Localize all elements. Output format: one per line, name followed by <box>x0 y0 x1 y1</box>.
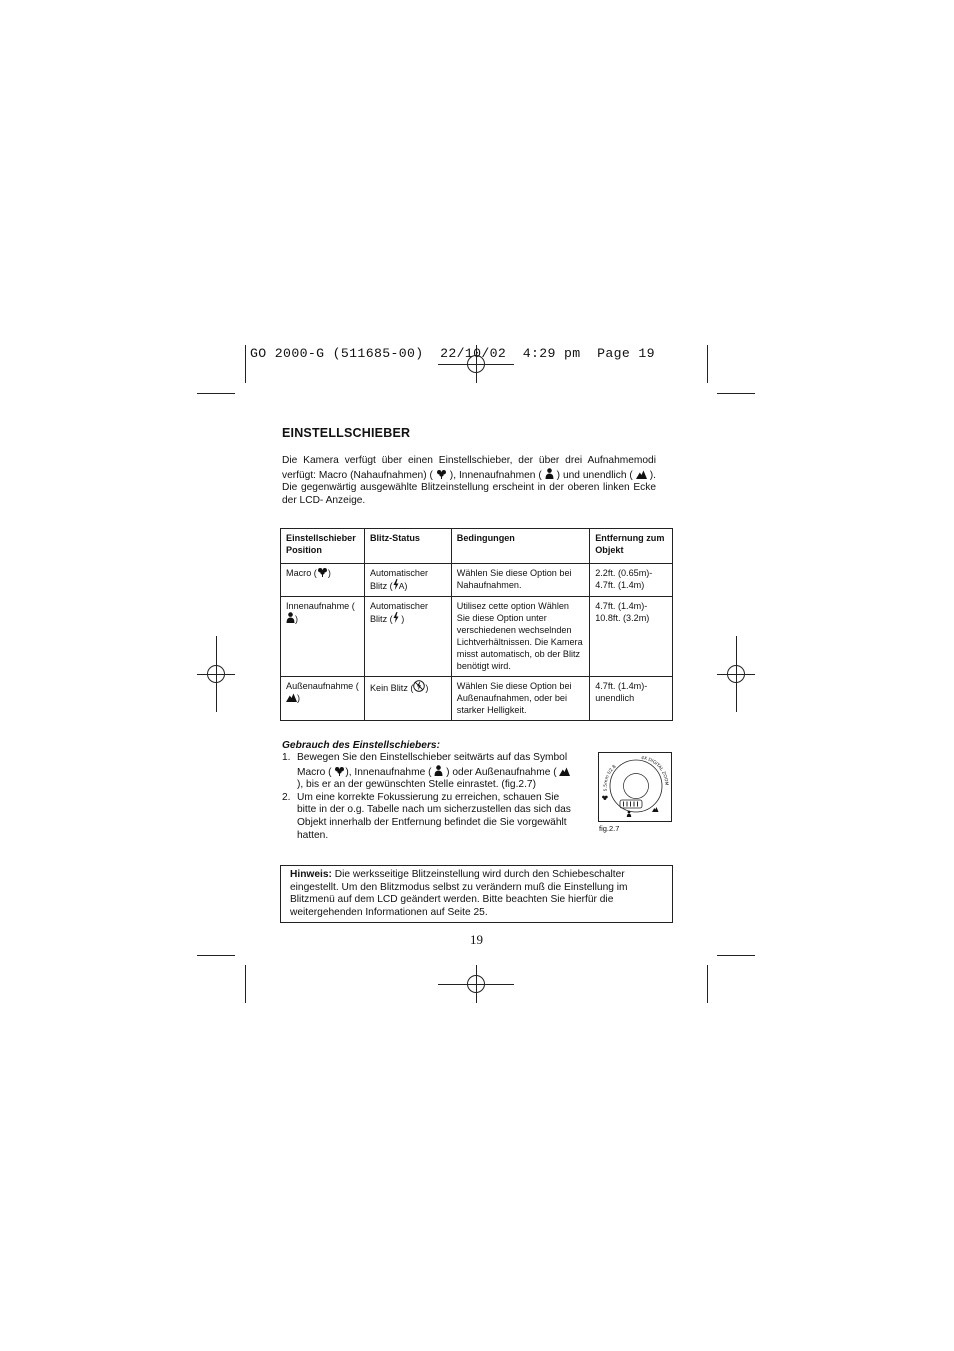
table-row <box>281 597 673 677</box>
options-table <box>280 528 673 721</box>
portrait-icon <box>545 468 554 479</box>
table-row <box>281 564 673 597</box>
table-cell: Wählen Sie diese Option bei Außenaufnahmen, oder bei starker Helligkeit. <box>451 677 589 721</box>
table-header: Bedingungen <box>451 529 589 564</box>
slider-figure <box>598 752 672 822</box>
table-row <box>281 677 673 721</box>
crop-mark <box>717 393 755 394</box>
crop-mark <box>707 345 708 383</box>
no-flash-icon <box>413 680 425 692</box>
macro-icon <box>602 796 608 800</box>
list-item: 1. Bewegen Sie den Einstellschieber seitwärts auf das Symbol Macro ( ), Innenaufnahme ( ) oder Außenaufnahme ( ), bis er an der gewünschten Stelle einrastet. (fig.2.7) <box>282 752 574 792</box>
lens-ring-text-right: 4X DIGITAL ZOOM <box>640 755 669 786</box>
macro-icon <box>317 567 328 577</box>
portrait-icon <box>434 765 443 776</box>
usage-steps <box>282 752 574 842</box>
table-cell: Automatischer Blitz ( ) <box>364 597 451 677</box>
usage-heading: Gebrauch des Einstellschiebers: <box>282 740 440 751</box>
table-cell: Kein Blitz ( ) <box>364 677 451 721</box>
table-cell: Außenaufnahme () <box>281 677 365 721</box>
note-box <box>280 865 673 923</box>
crop-mark <box>245 345 246 383</box>
note-label: Hinweis: <box>290 869 332 880</box>
intro-paragraph: Die Kamera verfügt über einen Einstellschieber, der über drei Aufnahmemodi verfügt: Macro (Nahaufnahmen) ( ), Innenaufnahmen ( ) und unendlich ( ). Die gegenwärtig ausgewählte Blitzeinstellung erscheint in der oberen linken Ecke der LCD- Anzeige. <box>282 455 656 506</box>
macro-icon <box>436 469 447 479</box>
mountain-icon <box>652 807 659 812</box>
table-cell: 4.7ft. (1.4m)- 10.8ft. (3.2m) <box>590 597 673 677</box>
registration-mark <box>457 965 495 1003</box>
crop-mark <box>707 965 708 1003</box>
svg-text:4X DIGITAL ZOOM <box>641 755 670 786</box>
list-item: 2. Um eine korrekte Fokussierung zu erreichen, schauen Sie bitte in der o.g. Tabelle nach um sicherzustellen das sich das Objekt innerhalb der Entfernung befindet die Sie vorgewählt hatten. <box>282 791 571 841</box>
table-cell: Macro ( ) <box>281 564 365 597</box>
table-cell: 4.7ft. (1.4m)- unendlich <box>590 677 673 721</box>
flash-auto-subscript: A <box>398 581 405 591</box>
crop-mark <box>197 955 235 956</box>
crop-mark <box>197 393 235 394</box>
lens-ring-text-left: 5.5mm f/2.8 <box>603 764 618 792</box>
crop-mark <box>245 965 246 1003</box>
table-header: Einstellschieber Position <box>281 529 365 564</box>
page-number: 19 <box>470 932 483 947</box>
registration-mark <box>717 655 755 693</box>
note-text: Die werksseitige Blitzeinstellung wird durch den Schiebeschalter eingestellt. Um den Blitzmodus selbst zu verändern muß die Einstellung im Blitzmenü auf dem LCD geändert werden. Bitte beachten Sie hierfür die weitergehenden Informationen auf Seite 25. <box>290 869 628 918</box>
flash-icon <box>393 612 399 623</box>
print-slug: GO 2000-G (511685-00) 22/10/02 4:29 pm Page 19 <box>250 346 655 361</box>
figure-caption: fig.2.7 <box>599 824 620 833</box>
mountain-icon <box>286 693 297 702</box>
registration-mark <box>197 655 235 693</box>
table-header: Entfernung zum Objekt <box>590 529 673 564</box>
table-header-row <box>281 529 673 564</box>
table-cell: Innenaufnahme () <box>281 597 365 677</box>
macro-icon <box>334 766 345 776</box>
mountain-icon <box>636 470 647 479</box>
table-cell: Utilisez cette option Wählen Sie diese Option unter verschiedenen wechselnden Lichtverhältnissen. Die Kamera misst automatisch, ob der Blitz benötigt wird. <box>451 597 589 677</box>
table-cell: 2.2ft. (0.65m)- 4.7ft. (1.4m) <box>590 564 673 597</box>
mountain-icon <box>559 767 570 776</box>
page-title: EINSTELLSCHIEBER <box>282 426 411 440</box>
table-cell: Automatischer Blitz ( A) <box>364 564 451 597</box>
table-cell: Wählen Sie diese Option bei Nahaufnahmen. <box>451 564 589 597</box>
crop-mark <box>717 955 755 956</box>
lens-slider-illustration <box>599 753 671 821</box>
table-header: Blitz-Status <box>364 529 451 564</box>
portrait-icon <box>286 612 295 623</box>
